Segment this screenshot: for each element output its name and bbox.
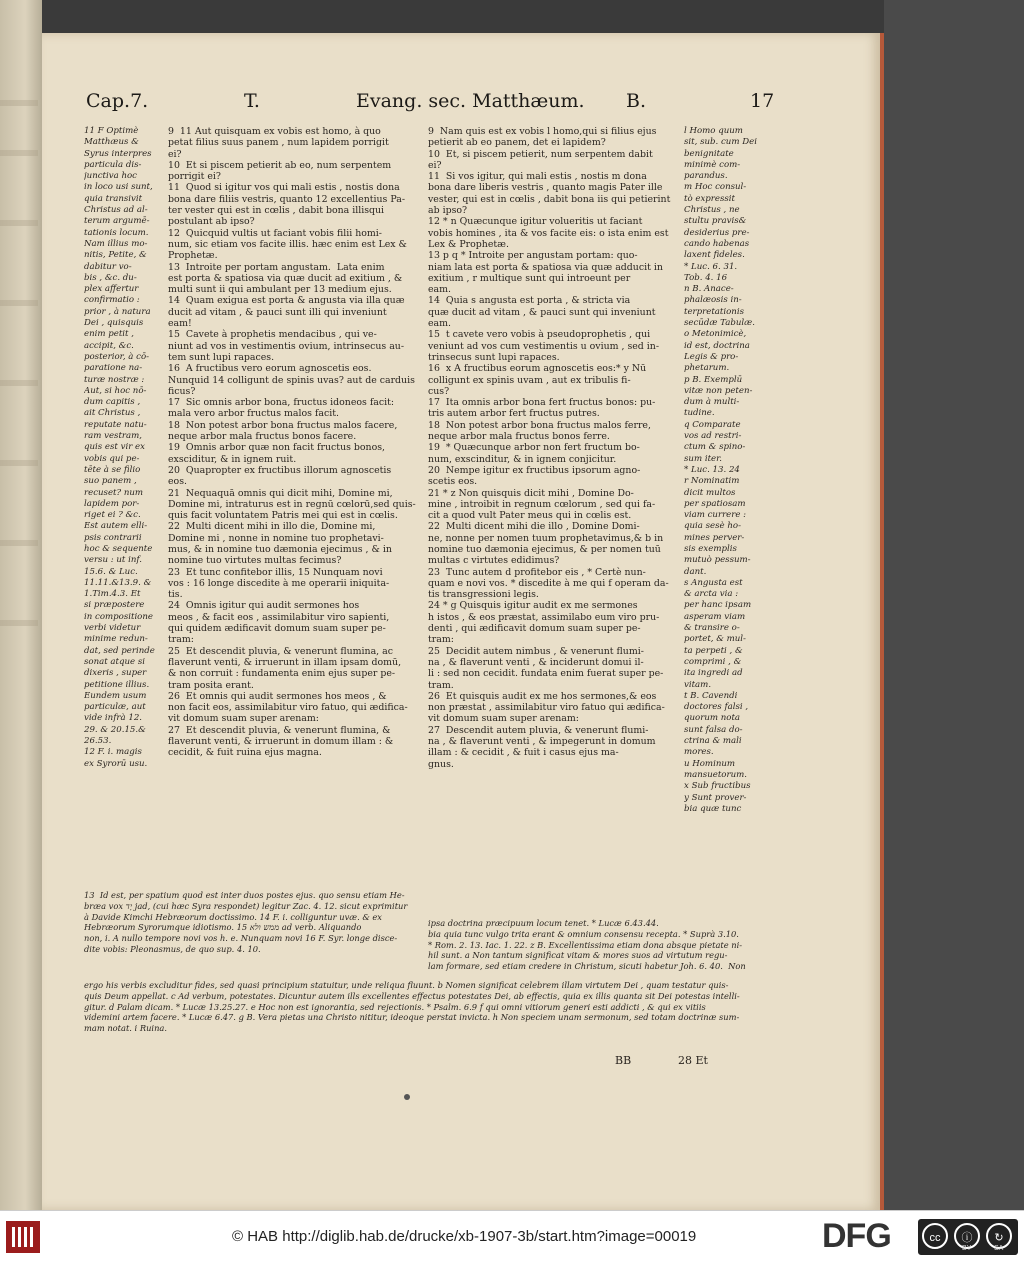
left-margin-notes: 11 F Optimè Matthæus & Syrus interpres particula dis- junctiva hoc in loco usi sunt, quia transivit Christus ad al- terum argumē- tationis locum. Nam illius mo- nitis, Petite, & dabitur vo- bis , &c. du- plex affertur confirmatio : prior , à natura Dei , quisquis enim petit , accipit, &c. posterior, à cō- paratione na- turæ nostræ : Aut, si hoc nō- dum capitis , ait Christus , reputate natu- ram vestram, quis est vir ex vobis qui pe- tēte à se filio suo panem , recuset? num lapidem por- riget ei ? &c. Est autem elli- psis contrarii hoc & sequente versu : ut inf. 15.6. & Luc. 11.11.&13.9. & 1.Tim.4.3. Et si præpostere in compositione verbi videtur minime redun- dat, sed perinde sonat atque si dixeris , super petitione illius. Eundem usum particulæ, aut vide infrà 12. 29. & 20.15.& 26.53. 12 F. i. magis ex Syrorū usu. [84, 126, 155, 769]
cc-icon: cc [922, 1223, 948, 1249]
previous-page-edge [0, 0, 42, 1210]
dark-background [884, 0, 1024, 1210]
ink-spot [404, 1094, 410, 1100]
page-number: 17 [750, 90, 775, 112]
header-right-letter: B. [626, 90, 647, 112]
hab-logo-icon [6, 1221, 40, 1253]
dfg-logo: DFG [822, 1217, 891, 1255]
catchword: 28 Et [678, 1054, 708, 1067]
running-header [86, 90, 776, 120]
footer-link[interactable]: © HAB http://diglib.hab.de/drucke/xb-1907-3b/start.htm?image=00019 [232, 1228, 697, 1245]
header-title: Evang. sec. Matthæum. [356, 90, 585, 112]
by-label: BY [962, 1245, 972, 1252]
sa-label: SA [994, 1245, 1004, 1252]
header-left-letter: T. [244, 90, 260, 112]
right-footnotes: ipsa doctrina præcipuum locum tenet. * Lucæ 6.43.44. bia quia tunc vulgo trita erant & omnium consensu recepta. * Suprà 3.10. * Rom. 2. 13. Iac. 1. 22. z B. Excellentissima etiam dona absque pietate ni- hil sunt. a Non tantum significat vitam & mores suos ad virtutum regu- lam formare, sed etiam credere in Christum, sicuti habetur Joh. 6. 40. Non [428, 918, 746, 972]
by-icon: ⓘ [954, 1223, 980, 1249]
right-column-text: 9 Nam quis est ex vobis l homo,qui si filius ejus petierit ab eo panem, det ei lapidem? 10 Et, si piscem petierit, num serpentem dabit ei? 11 Si vos igitur, qui mali estis , nostis m dona bona dare liberis vestris , quanto magis Pater ille vester, qui est in cœlis , dabit bona iis qui petierint ab ipso? 12 * n Quæcunque igitur volueritis ut faciant vobis homines , ita & vos facite eis: o ista enim est Lex & Prophetæ. 13 p q * Introite per angustam portam: quo- niam lata est porta & spatiosa via quæ adducit in exitium , r multique sunt qui introeunt per eam. 14 Quia s angusta est porta , & stricta via quæ ducit ad vitam , & pauci sunt qui inveniunt eam. 15 t cavete vero vobis à pseudoprophetis , qui veniunt ad vos cum vestimentis u ovium , sed in- trinsecus sunt lupi rapaces. 16 x A fructibus eorum agnoscetis eos:* y Nū colligunt ex spinis uvam , aut ex tribulis fi- cus? 17 Ita omnis arbor bona fert fructus bonos: pu- tris autem arbor fert fructus putres. 18 Non potest arbor bona fructus malos ferre, neque arbor mala fructus bonos ferre. 19 * Quæcunque arbor non fert fructum bo- num, exscinditur, & in ignem conjicitur. 20 Nempe igitur ex fructibus ipsorum agno- scetis eos. 21 * z Non quisquis dicit mihi , Domine Do- mine , introibit in regnum cœlorum , sed qui fa- cit a quod vult Pater meus qui in cœlis est. 22 Multi dicent mihi die illo , Domine Domi- ne, nonne per nomen tuum prophetavimus,& b in nomine tuo dæmonia ejecimus, & per nomen tuū multas c virtutes edidimus? 23 Tunc autem d profitebor eis , * Certè nun- quam e novi vos. * discedite à me qui f operam da- tis transgressioni legis. 24 * g Quisquis igitur audit ex me sermones h istos , & eos præstat, assimilabo eum viro pru- denti , qui ædificavit domum suam super pe- tram: 25 Decidit autem nimbus , & venerunt flumi- na , & flaverunt venti , & inciderunt domui il- li : sed non cecidit. fundata enim fuerat super pe- tram. 26 Et quisquis audit ex me hos sermones,& eos non præstat , assimilabitur viro fatuo qui ædifica- vit domum suam super arenam: 27 Descendit autem pluvia, & venerunt flumi- na , & flaverunt venti , & impegerunt in domum illam : & cecidit , & fuit i casus ejus ma- gnus. [428, 126, 671, 770]
viewer-footer [0, 1210, 1024, 1262]
left-column-text: 9 11 Aut quisquam ex vobis est homo, à quo petat filius suus panem , num lapidem porrigit ei? 10 Et si piscem petierit ab eo, num serpentem porrigit ei? 11 Quod si igitur vos qui mali estis , nostis dona bona dare filiis vestris, quanto 12 excellentius Pa- ter vester qui est in cœlis , dabit bona illisqui postulant ab ipso? 12 Quicquid vultis ut faciant vobis filii homi- num, sic etiam vos facite illis. hæc enim est Lex & Prophetæ. 13 Introite per portam angustam. Lata enim est porta & spatiosa via quæ ducit ad exitium , & multi sunt ii qui ambulant per 13 medium ejus. 14 Quam exigua est porta & angusta via illa quæ ducit ad vitam , & pauci sunt illi qui inveniunt eam! 15 Cavete à prophetis mendacibus , qui ve- niunt ad vos in vestimentis ovium, intrinsecus au- tem sunt lupi rapaces. 16 A fructibus vero eorum agnoscetis eos. Nunquid 14 colligunt de spinis uvas? aut de carduis ficus? 17 Sic omnis arbor bona, fructus idoneos facit: mala vero arbor fructus malos facit. 18 Non potest arbor bona fructus malos facere, neque arbor mala fructus bonos facere. 19 Omnis arbor quæ non facit fructus bonos, exsciditur, & in ignem ruit. 20 Quapropter ex fructibus illorum agnoscetis eos. 21 Nequaquā omnis qui dicit mihi, Domine mi, Domine mi, intraturus est in regnū cœlorū,sed quis- quis facit voluntatem Patris mei qui est in cœlis. 22 Multi dicent mihi in illo die, Domine mi, Domine mi , nonne in nomine tuo prophetavi- mus, & in nomine tuo dæmonia ejecimus , & in nomine tuo virtutes multas fecimus? 23 Et tunc confitebor illis, 15 Nunquam novi vos : 16 longe discedite à me operarii iniquita- tis. 24 Omnis igitur qui audit sermones hos meos , & facit eos , assimilabitur viro sapienti, qui quidem ædificavit domum suam super pe- tram: 25 Et descendit pluvia, & venerunt flumina, ac flaverunt venti, & irruerunt in illam ipsam domū, & non corruit : fundamenta enim ejus super pe- tram posita erant. 26 Et omnis qui audit sermones hos meos , & non facit eos, assimilabitur viro fatuo, qui ædifica- vit domum suam super arenam: 27 Et descendit pluvia, & venerunt flumina, & flaverunt venti, & irruerunt in domum illam : & cecidit, & fuit ruina ejus magna. [168, 126, 416, 759]
signature-mark: BB [615, 1054, 632, 1067]
chapter-label: Cap.7. [86, 90, 149, 112]
right-margin-notes: l Homo quum sit, sub. cum Dei benignitate minimè com- parandus. m Hoc consul- tò expressit Christus , ne stultu pravis& desiderius pre- cando habenas laxent fideles. * Luc. 6. 31. Tob. 4. 16 n B. Anace- phalæosis in- terpretationis secūdæ Tabulæ. o Metonimicè, id est, doctrina Legis & pro- phetarum. p B. Exemplū vitæ non peten- dum à multi- tudine. q Comparate vos ad restri- ctum & spino- sum iter. * Luc. 13. 24 r Nominatim dicit multos per spatiosam viam currere : quia sesè ho- mines perver- sis exemplis mutuò pessum- dant. s Angusta est & arcta via : per hanc ipsam asperam viam & transire o- portet, & mul- ta perpeti , & comprimi , & ita ingredi ad vitam. t B. Cavendi doctores falsi , quorum nota sunt falsa do- ctrina & mali mores. u Hominum mansuetorum. x Sub fructibus y Sunt prover- bia quæ tunc [684, 126, 757, 814]
cc-license-badge[interactable] [918, 1219, 1018, 1255]
bottom-footnotes: ergo his verbis excluditur fides, sed quasi principium statuitur, unde reliqua fluunt. b Nomen significat celebrem illam virtutem Dei , quam testatur quis- quis Deum appellat. c Ad verbum, potestates. Dicuntur autem ills excellentes effectus potestates Dei, ab effectis, quia ex illis quanta sit Dei potestas intelli- gitur. d Palam dicam. * Lucæ 13.25.27. e Hoc non est ignorantia, sed rejectionis. * Psalm. 6.9 f qui omni vitiorum generi esti addicti , & qui ex vitiis videmini artem facere. * Lucæ 6.47. g B. Vera pietas una Christo nititur, ideoque perstat invicta. h Non speciem unam sermonum, sed totam doctrinæ sum- mam notat. i Ruina. [84, 980, 740, 1034]
left-footnotes: 13 Id est, per spatium quod est inter duos postes ejus. quo sensu etiam He- bræa vox יָד jad, (cui hæc Syra respondet) legitur Zac. 4. 12. sicut exprimitur à Davide Kimchi Hebræorum doctissimo. 14 F. i. colliguntur uvæ. & ex Hebræorum Syrorumque idiotismo. 15 ממש ולא ad verb. Aliquando non, i. A nullo tempore novi vos h. e. Nunquam novi 16 F. Syr. longe disce- dite vobis: Pleonasmus, de quo sup. 4. 10. [84, 890, 408, 954]
sa-icon: ↻ [986, 1223, 1012, 1249]
page-edge [880, 33, 884, 1210]
